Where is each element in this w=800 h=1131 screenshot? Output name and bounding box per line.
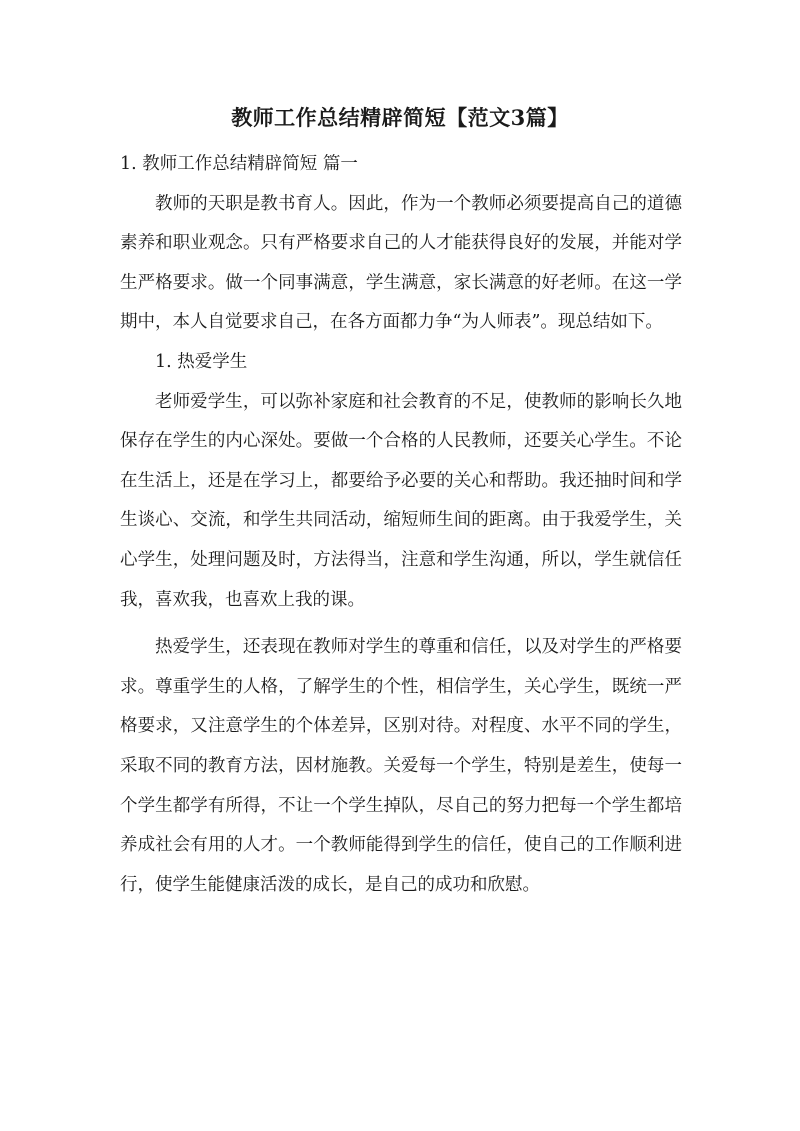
paragraph-love-students: 老师爱学生，可以弥补家庭和社会教育的不足，使教师的影响长久地保存在学生的内心深处。要做一个合格的人民教师，还要关心学生。不论在生活上，还是在学习上，都要给予必要的关心和帮助。我还抽时间和学生谈心、交流，和学生共同活动，缩短师生间的距离。由于我爱学生，关心学生，处理问题及时，方法得当，注意和学生沟通，所以，学生就信任我，喜欢我，也喜欢上我的课。 [120, 391, 682, 610]
subheading-love-students: 1. 热爱学生 [155, 351, 248, 372]
paragraph-respect-trust: 热爱学生，还表现在教师对学生的尊重和信任，以及对学生的严格要求。尊重学生的人格，了解学生的个性，相信学生，关心学生，既统一严格要求，又注意学生的个体差异，区别对待。对程度、水平不同的学生，采取不同的教育方法，因材施教。关爱每一个学生，特别是差生，使每一个学生都学有所得，不让一个学生掉队，尽自己的努力把每一个学生都培养成社会有用的人才。一个教师能得到学生的信任，使自己的工作顺利进行，使学生能健康活泼的成长，是自己的成功和欣慰。 [120, 637, 682, 895]
paragraph-intro: 教师的天职是教书育人。因此，作为一个教师必须要提高自己的道德素养和职业观念。只有严格要求自己的人才能获得良好的发展，并能对学生严格要求。做一个同事满意，学生满意，家长满意的好老师。在这一学期中，本人自觉要求自己，在各方面都力争“为人师表”。现总结如下。 [120, 193, 682, 333]
section-heading: 1. 教师工作总结精辟简短 篇一 [120, 154, 358, 174]
document-body [120, 145, 682, 905]
document-title: 教师工作总结精辟简短【范文3篇】 [231, 105, 569, 130]
